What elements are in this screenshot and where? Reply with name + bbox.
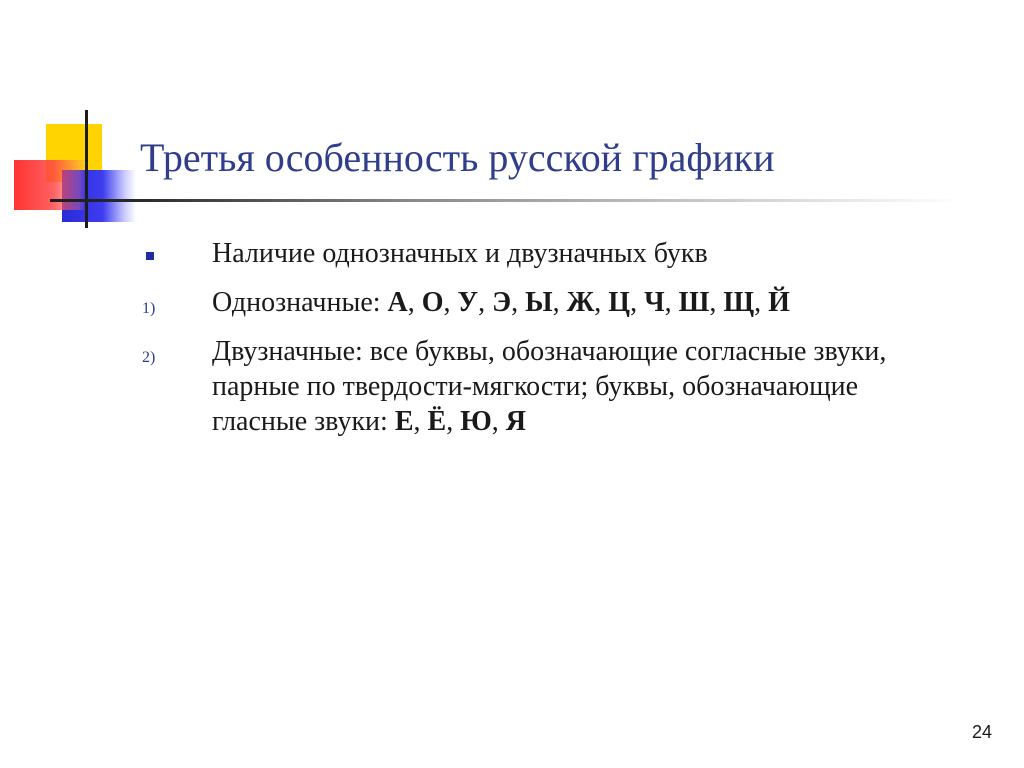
list-item-text	[212, 334, 960, 439]
page-number: 24	[971, 722, 992, 742]
letter: Ч	[644, 287, 665, 318]
letter-separator: ,	[664, 287, 679, 318]
letter-separator: ,	[446, 406, 461, 437]
letter: О	[421, 287, 444, 318]
list-item-prefix: Двузначные: все буквы, обозначающие согласные звуки, парные по твердости-мягкости; буквы, обозначающие гласные звуки:	[212, 336, 887, 437]
title-underline	[50, 199, 960, 202]
list-item-numbered-2	[130, 334, 960, 439]
list-item-numbered-1	[130, 285, 960, 320]
letter: Ы	[525, 287, 553, 318]
letter: Е	[394, 406, 414, 437]
letter-separator: ,	[552, 287, 567, 318]
letter: Щ	[723, 287, 755, 318]
list-item-prefix: Однозначные:	[212, 287, 388, 318]
letter-separator: ,	[413, 406, 428, 437]
square-bullet-icon	[146, 252, 154, 260]
letter: Ц	[608, 287, 631, 318]
list-item-text	[212, 285, 960, 320]
letter-separator: ,	[754, 287, 769, 318]
list-number: 2)	[142, 349, 156, 366]
slide-title: Третья особенность русской графики	[140, 135, 775, 180]
letter-separator: ,	[709, 287, 724, 318]
letter: Ш	[678, 287, 710, 318]
letter-separator: ,	[511, 287, 526, 318]
letter-separator: ,	[491, 406, 506, 437]
letter: Ю	[460, 406, 492, 437]
letter: А	[387, 287, 408, 318]
letters-list	[395, 406, 526, 437]
letter: У	[457, 287, 479, 318]
slide-content	[130, 236, 960, 453]
letter: Ё	[427, 406, 447, 437]
letter: Э	[492, 287, 512, 318]
list-number: 1)	[142, 300, 156, 317]
list-item-text: Наличие однозначных и двузначных букв	[212, 238, 708, 269]
letter-separator: ,	[630, 287, 645, 318]
letter-separator: ,	[443, 287, 458, 318]
letters-list	[388, 287, 790, 318]
letter: Ж	[566, 287, 595, 318]
letter-separator: ,	[478, 287, 493, 318]
decorative-logo	[0, 0, 160, 240]
logo-vertical-line	[85, 110, 88, 228]
letter-separator: ,	[407, 287, 422, 318]
letter-separator: ,	[594, 287, 609, 318]
logo-red-square	[14, 160, 86, 210]
letter: Я	[505, 406, 526, 437]
letter: Й	[768, 287, 790, 318]
list-item-bullet	[130, 236, 960, 271]
